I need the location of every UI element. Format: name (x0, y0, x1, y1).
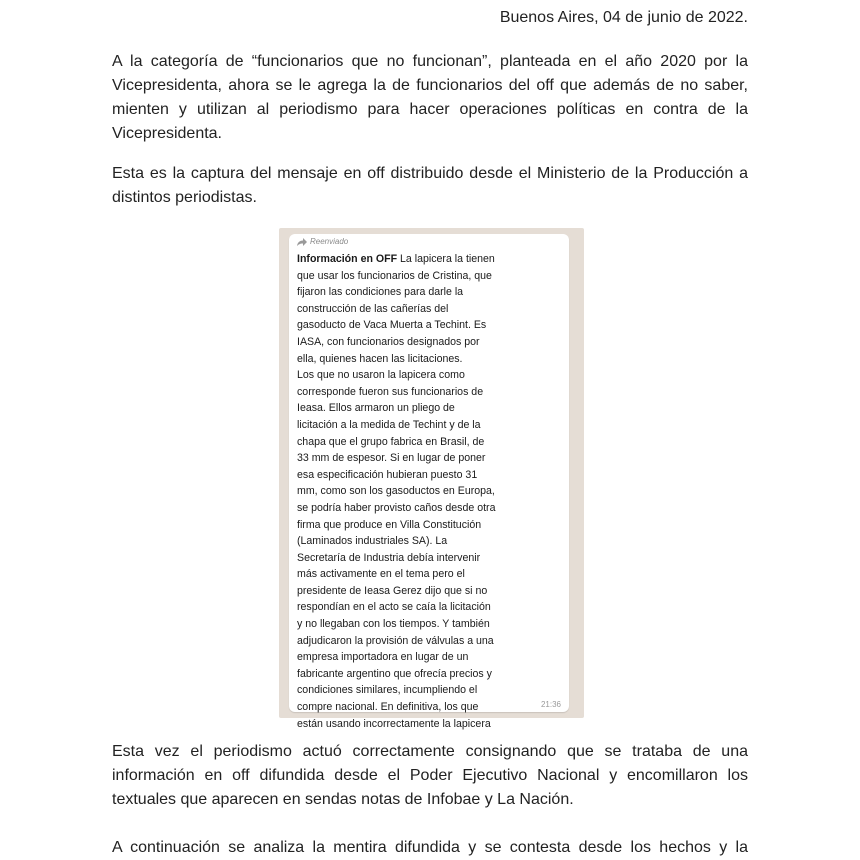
message-line: se podría haber provisto caños desde otra (297, 501, 496, 514)
message-line: chapa que el grupo fabrica en Brasil, de (297, 435, 485, 448)
message-line: fabricante argentino que ofrecía precios y (297, 667, 492, 680)
message-line: (Laminados industriales SA). La (297, 535, 448, 548)
message-line: gasoducto de Vaca Muerta a Techint. Es (297, 319, 487, 332)
paragraph-line: Vicepresidenta, ahora se le agrega la de funcionarios del off que además de no saber, (112, 77, 748, 94)
message-line: compre nacional. En definitiva, los que (297, 701, 479, 714)
forwarded-label: Reenviado (310, 237, 349, 246)
paragraph-analysis (112, 836, 748, 860)
message-line: Secretaría de Industria debía intervenir (297, 551, 481, 564)
paragraph-line: información en off difundida desde el Poder Ejecutivo Nacional y encomillaron los (112, 767, 748, 784)
forward-arrow-icon (297, 238, 307, 246)
message-line: esa especificación hubieran puesto 31 (297, 468, 478, 481)
message-line: están usando incorrectamente la lapicera (297, 717, 491, 730)
message-line: 33 mm de espesor. Si en lugar de poner (297, 452, 486, 465)
paragraph-capture-intro (112, 162, 748, 210)
message-line: y no llegaban con los tiempos. Y también (297, 618, 490, 631)
chat-screenshot (279, 228, 584, 730)
paragraph-line: A continuación se analiza la mentira difundida y se contesta desde los hechos y la (112, 839, 748, 856)
message-line: fijaron las condiciones para darle la (297, 286, 464, 299)
message-line: presidente de Ieasa Gerez dijo que si no (297, 584, 488, 597)
paragraph-line: mienten y utilizan al periodismo para hacer operaciones políticas en contra de la (112, 101, 748, 118)
message-line (297, 251, 559, 268)
message-line: condiciones similares, incumpliendo el (297, 684, 478, 697)
message-line: firma que produce en Villa Constitución (297, 518, 482, 531)
paragraph-press (112, 740, 748, 812)
message-line: IASA, con funcionarios designados por (297, 335, 480, 348)
message-text (297, 251, 559, 732)
paragraph-line: Esta vez el periodismo actuó correctamente consignando que se trataba de una (112, 743, 748, 760)
paragraph-line: Esta es la captura del mensaje en off distribuido desde el Ministerio de la Producción a (112, 165, 748, 182)
paragraph-line: textuales que aparecen en sendas notas de Infobae y La Nación. (112, 791, 574, 808)
message-line: empresa importadora en lugar de un (297, 651, 469, 664)
paragraph-line: A la categoría de “funcionarios que no funcionan”, planteada en el año 2020 por la (112, 53, 748, 70)
message-first-line-rest: La lapicera la tienen (397, 253, 495, 265)
message-line: adjudicaron la provisión de válvulas a una (297, 634, 494, 647)
message-line: ella, quienes hacen las licitaciones. (297, 352, 463, 365)
message-line: licitación a la medida de Techint y de la (297, 418, 481, 431)
forwarded-tag (297, 237, 348, 246)
paragraph-line: distintos periodistas. (112, 189, 257, 206)
message-bold-prefix: Información en OFF (297, 253, 398, 265)
message-timestamp: 21:36 (540, 700, 561, 709)
message-line: respondían en el acto se caía la licitación (297, 601, 491, 614)
message-line: Ieasa. Ellos armaron un pliego de (297, 402, 455, 415)
message-line: construcción de las cañerías del (297, 302, 449, 315)
message-line: que usar los funcionarios de Cristina, que (297, 269, 492, 282)
paragraph-intro (112, 50, 748, 146)
document-date: Buenos Aires, 04 de junio de 2022. (499, 9, 748, 26)
message-line: corresponde fueron sus funcionarios de (297, 385, 484, 398)
message-line: mm, como son los gasoductos en Europa, (297, 485, 495, 498)
message-line: más activamente en el tema pero el (297, 568, 465, 581)
message-bubble (289, 234, 569, 730)
paragraph-line: Vicepresidenta. (112, 125, 222, 142)
message-line: Los que no usaron la lapicera como (297, 369, 465, 382)
